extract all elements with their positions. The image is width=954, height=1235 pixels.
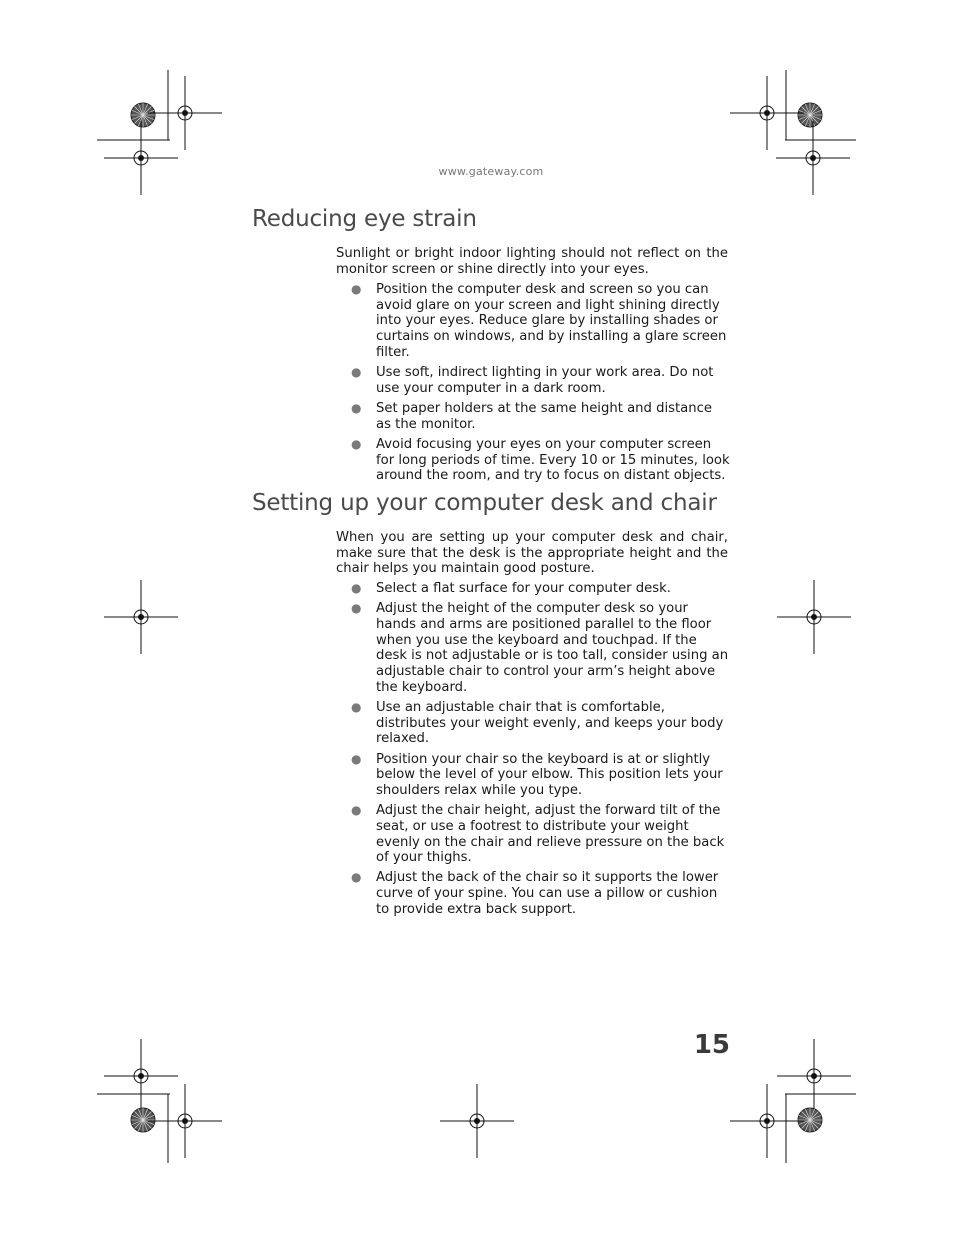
list-item: ● Use soft, indirect lighting in your work area. Do not use your computer in a dark room. (351, 365, 714, 396)
bullet-icon: ● (351, 699, 362, 714)
list-item: ● Adjust the chair height, adjust the forward tilt of the seat, or use a footrest to distribute your weight evenly on the chair and relieve pressure on the back of your thighs. (351, 803, 725, 866)
bullet-icon: ● (351, 601, 362, 616)
list-item: ● Adjust the height of the computer desk so your hands and arms are positioned parallel to the floor when you use the keyboard and touchpad. If the desk is not adjustable or is too tall, consider using an adjustable chair to control your arm’s height above the keyboard. (351, 601, 729, 695)
bullet-icon: ● (351, 751, 362, 766)
bullet-icon: ● (351, 400, 362, 415)
list-item: ● Use an adjustable chair that is comfortable, distributes your weight evenly, and keeps your body relaxed. (351, 699, 724, 747)
page-number: 15 (693, 1030, 730, 1060)
bullet-icon: ● (351, 436, 362, 451)
section-intro-eye-strain: Sunlight or bright indoor lighting should not reflect on the monitor screen or shine directly into your eyes. (336, 246, 728, 277)
bullet-icon: ● (351, 803, 362, 818)
bullet-list-desk-chair (336, 581, 730, 922)
section-title-eye-strain: Reducing eye strain (252, 206, 477, 232)
list-item: ● Select a flat surface for your computer desk. (351, 581, 671, 596)
list-item: ● Set paper holders at the same height and distance as the monitor. (351, 400, 712, 432)
bullet-icon: ● (351, 365, 362, 380)
bullet-icon: ● (351, 870, 362, 885)
list-item: ● Position your chair so the keyboard is at or slightly below the level of your elbow. This position lets your shoulders relax while you type. (351, 751, 723, 798)
bullet-icon: ● (351, 581, 362, 595)
bullet-list-eye-strain (336, 282, 730, 488)
header-url: www.gateway.com (438, 165, 544, 178)
list-item: ● Position the computer desk and screen so you can avoid glare on your screen and light shining directly into your eyes. Reduce glare by installing shades or curtains on windows, and by installing a glare screen filter. (351, 282, 727, 360)
list-item: ● Avoid focusing your eyes on your computer screen for long periods of time. Every 10 or 15 minutes, look around the room, and try to focus on distant objects. (351, 436, 730, 484)
section-title-desk-chair: Setting up your computer desk and chair (252, 490, 717, 516)
list-item: ● Adjust the back of the chair so it supports the lower curve of your spine. You can use a pillow or cushion to provide extra back support. (351, 870, 719, 917)
bullet-icon: ● (351, 282, 362, 296)
section-intro-desk-chair: When you are setting up your computer desk and chair, make sure that the desk is the appropriate height and the chair helps you maintain good posture. (336, 530, 728, 577)
